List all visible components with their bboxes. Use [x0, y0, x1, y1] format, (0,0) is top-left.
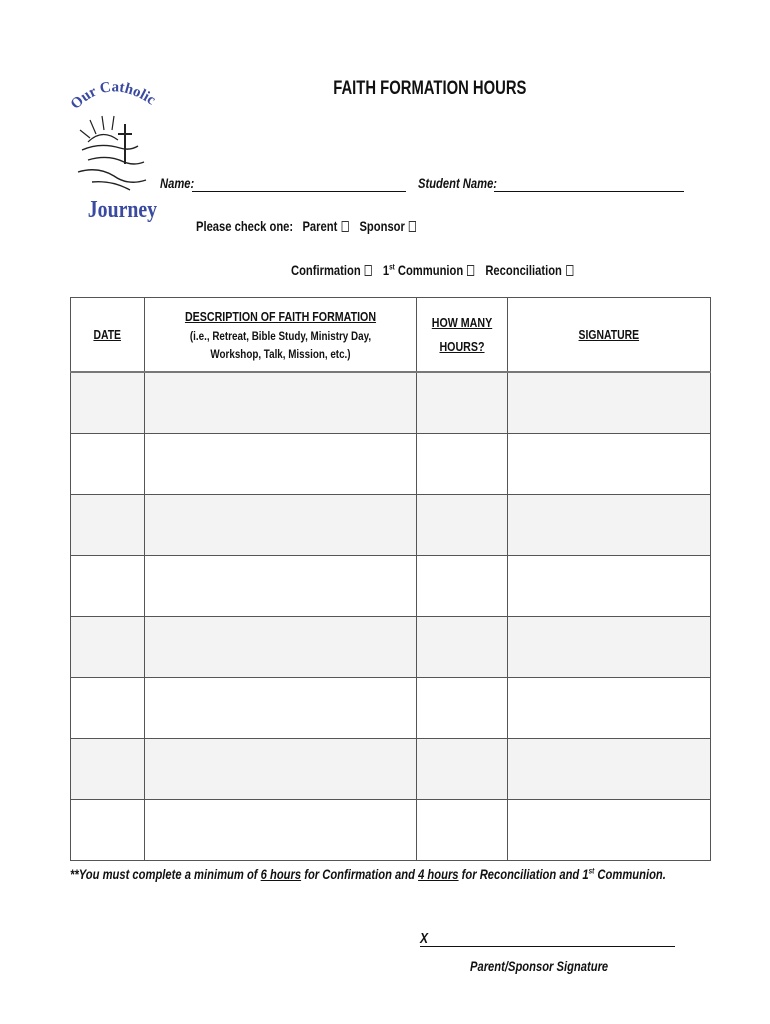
hours-cell[interactable] [417, 372, 508, 434]
hours-cell[interactable] [417, 434, 508, 495]
description-cell[interactable] [145, 617, 417, 678]
table-row [71, 739, 711, 800]
hours-cell[interactable] [417, 556, 508, 617]
student-name-field[interactable] [494, 177, 684, 192]
check-one-prompt: Please check one: [196, 218, 294, 234]
description-cell[interactable] [145, 495, 417, 556]
date-cell[interactable] [71, 434, 145, 495]
date-cell[interactable] [71, 739, 145, 800]
hours-cell[interactable] [417, 617, 508, 678]
signature-cell[interactable] [508, 678, 711, 739]
name-field[interactable] [192, 177, 406, 192]
parent-checkbox[interactable] [341, 221, 348, 232]
description-cell[interactable] [145, 739, 417, 800]
option-parent-label: Parent [302, 218, 338, 234]
date-cell[interactable] [71, 556, 145, 617]
confirmation-checkbox[interactable] [365, 265, 372, 276]
signature-cell[interactable] [508, 434, 711, 495]
sacrament-row [291, 262, 646, 278]
option-sponsor-label: Sponsor [359, 218, 405, 234]
requirement-footnote: **You must complete a minimum of 6 hours for Confirmation and 4 hours for Reconciliation and 1st Communion. [70, 866, 666, 882]
date-cell[interactable] [71, 495, 145, 556]
hours-cell[interactable] [417, 678, 508, 739]
parent-sponsor-signature-field[interactable] [420, 930, 675, 947]
confirmation-label: Confirmation [291, 262, 361, 278]
signature-cell[interactable] [508, 800, 711, 861]
reconciliation-hours: 4 hours [418, 866, 459, 882]
logo-graphic [68, 76, 160, 226]
signature-cell[interactable] [508, 739, 711, 800]
table-row [71, 678, 711, 739]
signature-caption: Parent/Sponsor Signature [470, 958, 609, 974]
svg-text:Our Catholic [68, 79, 159, 112]
check-one-row [196, 218, 473, 234]
our-catholic-journey-logo [68, 76, 160, 226]
signature-cell[interactable] [508, 372, 711, 434]
table-row [71, 495, 711, 556]
signature-cell[interactable] [508, 556, 711, 617]
signature-x-mark: X [420, 930, 429, 947]
description-cell[interactable] [145, 678, 417, 739]
student-name-label: Student Name: [418, 175, 498, 191]
name-label: Name: [160, 175, 195, 191]
hours-cell[interactable] [417, 739, 508, 800]
reconciliation-label: Reconciliation [485, 262, 562, 278]
description-header: DESCRIPTION OF FAITH FORMATION (i.e., Retreat, Bible Study, Ministry Day, Workshop, Talk, Mission, etc.) [145, 298, 417, 373]
date-cell[interactable] [71, 372, 145, 434]
page-title: FAITH FORMATION HOURS [333, 78, 527, 99]
signature-header: SIGNATURE [508, 298, 711, 373]
logo-bottom-text: Journey [87, 194, 158, 223]
signature-cell[interactable] [508, 495, 711, 556]
hours-cell[interactable] [417, 495, 508, 556]
date-cell[interactable] [71, 678, 145, 739]
date-cell[interactable] [71, 617, 145, 678]
date-cell[interactable] [71, 800, 145, 861]
table-row [71, 434, 711, 495]
hours-header: HOW MANY HOURS? [417, 298, 508, 373]
hours-table [70, 297, 711, 861]
table-row [71, 800, 711, 861]
table-row [71, 556, 711, 617]
hours-cell[interactable] [417, 800, 508, 861]
description-cell[interactable] [145, 800, 417, 861]
confirmation-hours: 6 hours [260, 866, 302, 882]
date-header: DATE [71, 298, 145, 373]
signature-cell[interactable] [508, 617, 711, 678]
logo-top-text: Our Catholic [68, 79, 159, 113]
reconciliation-checkbox[interactable] [566, 265, 573, 276]
table-row [71, 617, 711, 678]
description-cell[interactable] [145, 372, 417, 434]
description-cell[interactable] [145, 434, 417, 495]
table-row [71, 372, 711, 434]
sponsor-checkbox[interactable] [409, 221, 416, 232]
first-communion-label: 1st Communion [382, 262, 464, 278]
first-communion-checkbox[interactable] [467, 265, 474, 276]
description-cell[interactable] [145, 556, 417, 617]
